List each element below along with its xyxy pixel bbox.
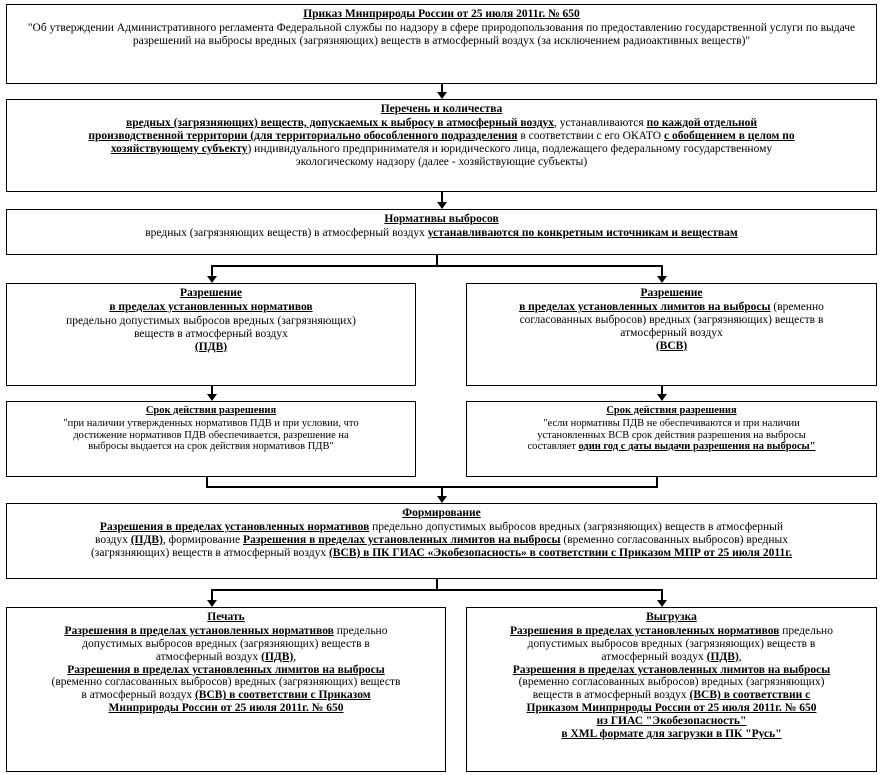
node-export-heading: Выгрузка	[646, 611, 697, 623]
node-norms	[6, 209, 877, 255]
arrow-list-to-norms	[436, 192, 448, 209]
node-export-line8: из ГИАС "Экобезопасность"	[596, 715, 747, 727]
node-formation-line1: Разрешения в пределах установленных нормативов предельно допустимых выбросов вредных (загрязняющих) веществ в атмосферный	[99, 520, 784, 533]
node-print-line2: допустимых выбросов вредных (загрязняющих) веществ в	[82, 637, 370, 650]
node-permit-pdv-heading1: Разрешение	[179, 287, 243, 299]
node-formation-heading: Формирование	[402, 507, 481, 519]
node-export	[466, 607, 877, 772]
node-export-line6: веществ в атмосферный воздух (ВСВ) в соответствии с	[532, 689, 811, 702]
node-term-pdv-heading: Срок действия разрешения	[145, 405, 277, 416]
node-export-line4: Разрешения в пределах установленных лимитов на выбросы	[512, 663, 831, 676]
node-export-line3: атмосферный воздух (ПДВ),	[601, 650, 742, 663]
node-formation	[6, 503, 877, 579]
node-term-vsv-line1: "если нормативы ПДВ не обеспечиваются и при наличии	[543, 417, 800, 429]
node-formation-line3: (загрязняющих) веществ в атмосферный воздух (ВСВ) в ПК ГИАС «Экобезопасность» в соответствии с Приказом МПР от 25 июля 2011г.	[90, 546, 793, 559]
arrow-norms-to-permit-vsv	[656, 265, 668, 283]
node-term-vsv-heading: Срок действия разрешения	[606, 405, 737, 416]
node-term-pdv-line1: "при наличии утвержденных нормативов ПДВ и при условии, что	[63, 417, 359, 429]
node-export-line1: Разрешения в пределах установленных нормативов предельно	[510, 624, 833, 637]
arrow-permit-vsv-to-term	[656, 386, 668, 401]
arrow-terms-to-formation	[436, 486, 448, 503]
node-export-line7: Приказом Минприроды России от 25 июля 2011г. № 650	[526, 702, 817, 715]
connector-norms-bus	[212, 265, 662, 267]
node-order-text: "Об утверждении Административного регламента Федеральной службы по надзору в сфере природопользования по предоставлению государственной услуги по выдаче разрешений на выбросы вредных (загрязняющих) веществ в атмосферный воздух (за исключением радиоактивных веществ)"	[27, 21, 856, 47]
connector-terms-bus	[206, 486, 658, 488]
node-term-pdv	[6, 401, 416, 477]
node-list-line1: вредных (загрязняющих) веществ, допускаемых к выбросу в атмосферный воздух, устанавливаются по каждой отдельной	[125, 116, 757, 129]
node-permit-vsv-line2: согласованных выбросов) вредных (загрязняющих) веществ в	[519, 313, 824, 326]
node-export-line5: (временно согласованных выбросов) вредных (загрязняющих)	[518, 676, 825, 689]
node-print-line5: (временно согласованных выбросов) вредных (загрязняющих) веществ	[51, 676, 401, 689]
node-permit-vsv-heading1: Разрешение	[640, 287, 703, 299]
node-permit-vsv-line4: (ВСВ)	[655, 339, 688, 352]
node-order	[6, 4, 877, 84]
node-permit-pdv-line2: веществ в атмосферный воздух	[134, 327, 288, 340]
node-list-line2: производственной территории (для территориально обособленного подразделения в соответствии с его ОКАТО с обобщением в целом по	[88, 129, 795, 142]
node-permit-vsv	[466, 283, 877, 386]
node-order-heading: Приказ Минприроды России от 25 июля 2011г. № 650	[303, 8, 580, 20]
node-print-line7: Минприроды России от 25 июля 2011г. № 650	[108, 702, 344, 715]
node-permit-vsv-line1: в пределах установленных лимитов на выбросы (временно	[519, 300, 824, 313]
node-permit-pdv-line3: (ПДВ)	[194, 340, 228, 353]
node-norms-line1: вредных (загрязняющих веществ) в атмосферный воздух устанавливаются по конкретным источникам и веществам	[145, 226, 738, 239]
node-list	[6, 99, 877, 192]
node-term-pdv-line3: выбросы выдается на срок действия нормативов ПДВ"	[88, 441, 334, 453]
node-export-line2: допустимых выбросов вредных (загрязняющих) веществ в	[527, 637, 816, 650]
node-list-line4: экологическому надзору (далее - хозяйствующие субъекты)	[295, 155, 588, 168]
node-permit-pdv	[6, 283, 416, 386]
node-list-heading: Перечень и количества	[380, 103, 503, 115]
node-print	[6, 607, 446, 772]
connector-formation-bus	[212, 589, 662, 591]
node-list-line3: хозяйствующему субъекту) индивидуального предпринимателя и юридического лица, подлежащего федеральному государственному	[110, 142, 773, 155]
node-permit-pdv-heading2: в пределах установленных нормативов	[109, 300, 313, 313]
arrow-order-to-list	[436, 84, 448, 99]
node-term-pdv-line2: достижение нормативов ПДВ обеспечивается, разрешение на	[73, 429, 349, 441]
node-print-heading: Печать	[207, 611, 245, 623]
node-print-line1: Разрешения в пределах установленных нормативов предельно	[64, 624, 388, 637]
node-export-line9: в XML формате для загрузки в ПК "Русь"	[561, 727, 782, 740]
arrow-norms-to-permit-pdv	[206, 265, 218, 283]
arrow-permit-pdv-to-term	[206, 386, 218, 401]
arrow-formation-to-export	[656, 589, 668, 607]
node-norms-heading: Нормативы выбросов	[384, 213, 499, 225]
node-print-line6: в атмосферный воздух (ВСВ) в соответствии с Приказом	[81, 689, 371, 702]
node-term-vsv-line3: составляет один год с даты выдачи разрешения на выбросы"	[527, 441, 816, 453]
node-permit-vsv-line3: атмосферный воздух	[620, 326, 723, 339]
node-term-vsv-line2: установленных ВСВ срок действия разрешения на выбросы	[537, 429, 806, 441]
node-permit-pdv-line1: предельно допустимых выбросов вредных (загрязняющих)	[66, 314, 356, 327]
node-print-line4: Разрешения в пределах установленных лимитов на выбросы	[67, 663, 385, 676]
node-formation-line2: воздух (ПДВ), формирование Разрешения в пределах установленных лимитов на выбросы (временно согласованных выбросов) вредных	[95, 533, 788, 546]
node-print-line3: атмосферный воздух (ПДВ),	[155, 650, 297, 663]
arrow-formation-to-print	[206, 589, 218, 607]
node-term-vsv	[466, 401, 877, 477]
